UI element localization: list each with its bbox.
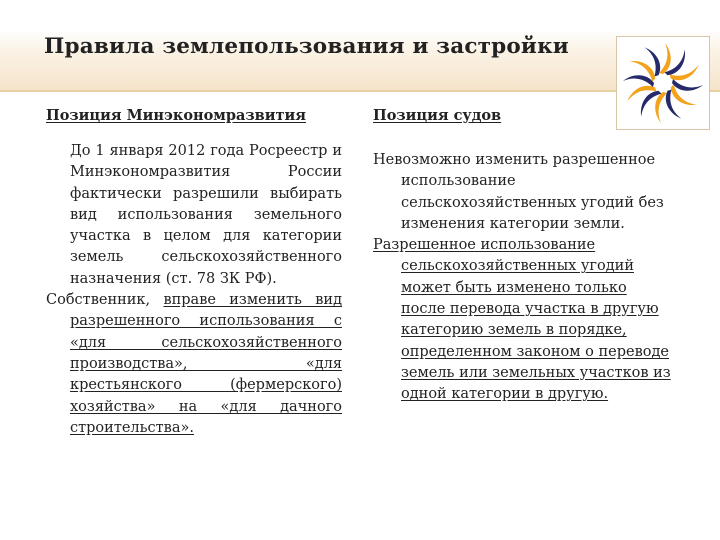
sun-swirl-logo-icon [617,37,709,129]
logo [616,36,710,130]
right-paragraph-2: Разрешенное использование сельскохозяйственных угодий может быть изменено только после перевода участка в другую категорию земель в порядке, определенном законом о переводе земель или земельных участков из одной категории в другую. [373,237,671,403]
left-paragraph-2-body: вправе изменить вид разрешенного использования с «для сельскохозяйственного производства», «для крестьянского (фермерского) хозяйства» на «для дачного строительства». [70,292,343,436]
left-column-heading: Позиция Минэкономразвития [46,107,306,124]
left-paragraph-2-lead: Собственник, [46,292,151,309]
left-paragraph-1: До 1 января 2012 года Росреестр и Минэкономразвития России фактически разрешили выбирать вид использования земельного участка в целом для категории земель сельскохозяйственного назначения (ст. 78 ЗК РФ). [70,143,342,287]
right-column [373,150,673,406]
right-column-heading: Позиция судов [373,107,502,124]
right-paragraph-1: Невозможно изменить разрешенное использование сельскохозяйственных угодий без изменения категории земли. [373,152,664,232]
title-divider [0,90,720,92]
left-paragraph-2 [46,290,342,439]
page-title: Правила землепользования и застройки [44,34,569,59]
left-column [46,141,342,439]
